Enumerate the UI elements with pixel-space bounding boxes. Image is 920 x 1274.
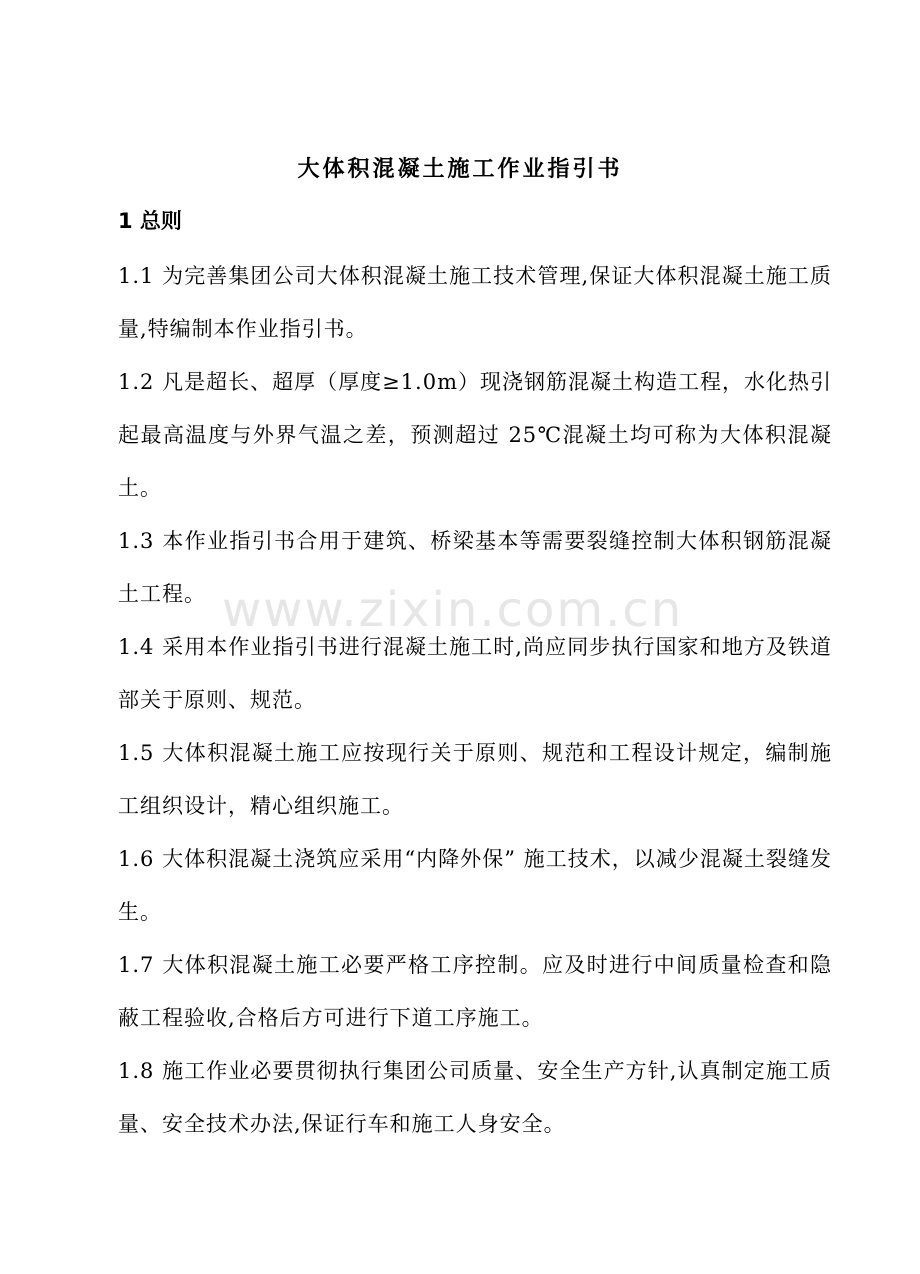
paragraph-1-2: 1.2 凡是超长、超厚（厚度≥1.0m）现浇钢筋混凝土构造工程，水化热引起最高温度与外界气温之差，预测超过 25℃混凝土均可称为大体积混凝土。 [118, 370, 832, 500]
paragraph-1-3: 1.3 本作业指引书合用于建筑、桥梁基本等需要裂缝控制大体积钢筋混凝土工程。 [118, 529, 832, 606]
paragraph-1-7: 1.7 大体积混凝土施工必要严格工序控制。应及时进行中间质量检查和隐蔽工程验收,合格后方可进行下道工序施工。 [118, 953, 832, 1030]
body-text [118, 250, 832, 1151]
page-title: 大体积混凝土施工作业指引书 [297, 157, 623, 182]
paragraph-1-1: 1.1 为完善集团公司大体积混凝土施工技术管理,保证大体积混凝土施工质量,特编制本作业指引书。 [118, 264, 832, 341]
paragraph-1-6: 1.6 大体积混凝土浇筑应采用“内降外保” 施工技术，以减少混凝土裂缝发生。 [118, 847, 832, 924]
section-heading: 1 总则 [118, 209, 182, 233]
paragraph-1-8: 1.8 施工作业必要贯彻执行集团公司质量、安全生产方针,认真制定施工质量、安全技术办法,保证行车和施工人身安全。 [118, 1059, 832, 1136]
paragraph-1-5: 1.5 大体积混凝土施工应按现行关于原则、规范和工程设计规定，编制施工组织设计，精心组织施工。 [118, 741, 832, 818]
paragraph-1-4: 1.4 采用本作业指引书进行混凝土施工时,尚应同步执行国家和地方及铁道部关于原则、规范。 [118, 635, 832, 712]
watermark: www.zixin.com.cn [222, 582, 684, 638]
